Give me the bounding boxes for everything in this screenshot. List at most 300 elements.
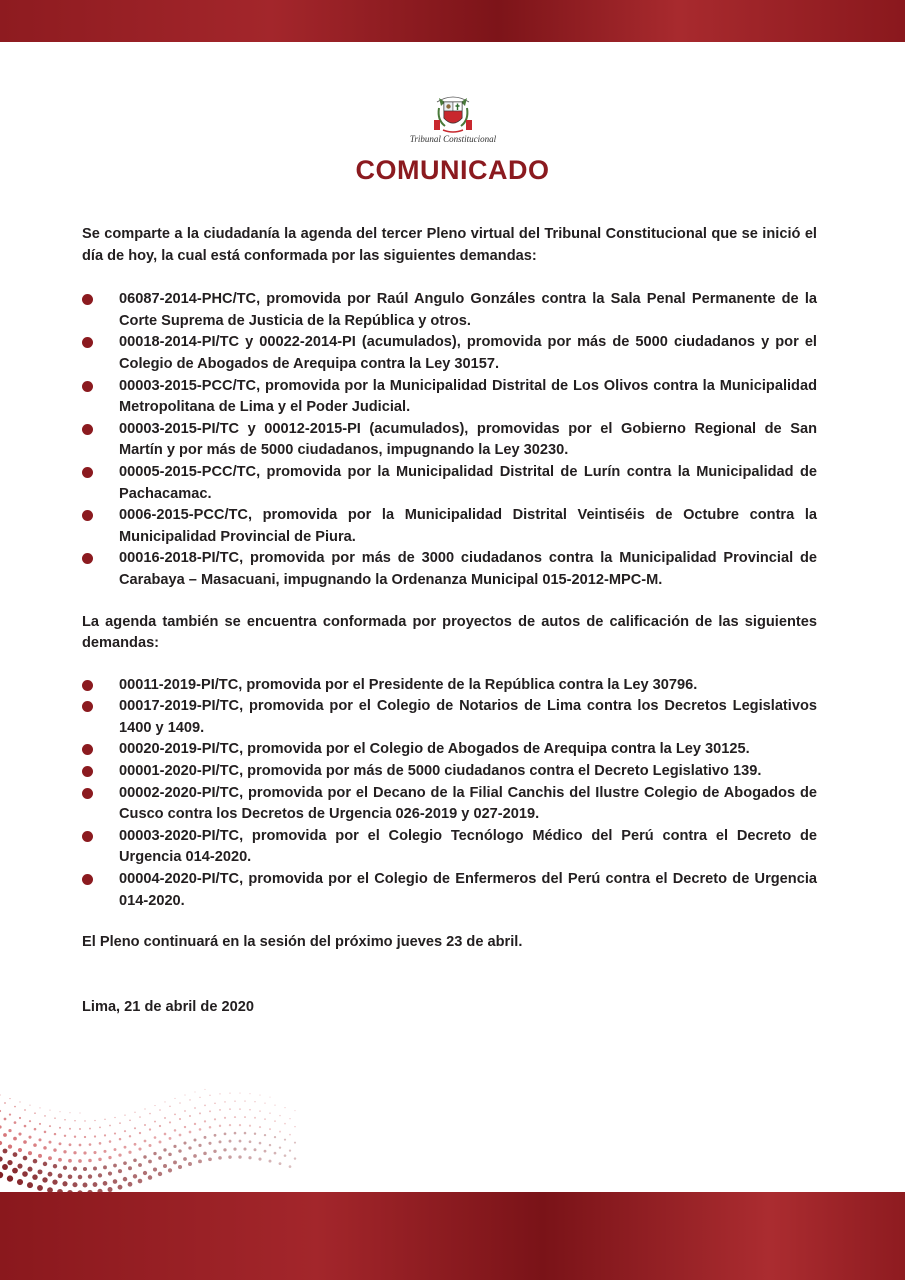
decor-dot	[93, 1182, 98, 1187]
decor-dot	[169, 1137, 172, 1140]
decor-dot	[158, 1156, 162, 1160]
decor-dot	[183, 1141, 186, 1144]
decor-dot	[69, 1128, 71, 1130]
decor-dot	[214, 1134, 217, 1137]
decor-dot	[98, 1158, 101, 1161]
decor-dot	[38, 1154, 42, 1158]
decor-dot	[89, 1128, 91, 1130]
bullet-icon	[82, 831, 93, 842]
decor-dot	[64, 1119, 66, 1121]
decor-dot	[274, 1104, 275, 1105]
decor-dot	[154, 1136, 157, 1139]
decor-dot	[279, 1146, 281, 1148]
decor-dot	[289, 1165, 292, 1168]
decor-dot	[244, 1132, 247, 1135]
decor-dot	[108, 1171, 112, 1175]
decor-dot	[12, 1168, 18, 1174]
bullet-icon	[82, 874, 93, 885]
decor-dot	[49, 1125, 51, 1127]
decor-dot	[143, 1155, 146, 1158]
decor-dot	[0, 1110, 1, 1112]
bullet-icon	[82, 294, 93, 305]
decor-dot	[79, 1144, 82, 1147]
decor-dot	[9, 1113, 11, 1115]
decor-dot	[209, 1126, 212, 1129]
tc-emblem	[405, 88, 501, 150]
decor-dot	[168, 1168, 172, 1172]
decor-dot	[59, 1111, 60, 1112]
decor-dot	[159, 1125, 161, 1127]
bullet-icon	[82, 744, 93, 755]
decor-dot	[129, 1119, 131, 1121]
decor-dot	[139, 1132, 141, 1134]
list-item: 00003-2015-PCC/TC, promovida por la Municipalidad Distrital de Los Olivos contra la Municipalidad Metropolitana de Lima y el Poder Judicial.	[82, 376, 817, 419]
decor-dot	[184, 1094, 185, 1095]
decor-dot	[84, 1136, 86, 1138]
decor-dot	[174, 1129, 177, 1132]
decor-dot	[193, 1154, 197, 1158]
decor-dot	[153, 1152, 156, 1155]
decor-dot	[73, 1151, 76, 1154]
decor-dot	[43, 1162, 47, 1166]
decor-dot	[153, 1167, 157, 1171]
decor-dot	[219, 1125, 221, 1127]
decor-dot	[219, 1093, 220, 1094]
bullet-icon	[82, 553, 93, 564]
decor-dot	[148, 1144, 151, 1147]
demandas-list	[82, 289, 817, 591]
decor-dot	[72, 1182, 77, 1187]
document-body	[82, 224, 817, 1018]
decor-dot	[224, 1101, 226, 1103]
bullet-icon	[82, 766, 93, 777]
decor-dot	[9, 1098, 10, 1099]
decor-dot	[113, 1179, 118, 1184]
decor-dot	[219, 1140, 222, 1143]
decor-dot	[134, 1112, 135, 1113]
decor-dot	[108, 1156, 111, 1159]
list-item: 00011-2019-PI/TC, promovida por el Presidente de la República contra la Ley 30796.	[82, 675, 817, 697]
decor-dot	[109, 1140, 112, 1143]
decor-dot	[128, 1151, 131, 1154]
decor-dot	[29, 1120, 31, 1122]
decor-dot	[243, 1148, 246, 1151]
decor-dot	[154, 1105, 155, 1106]
decor-dot	[0, 1156, 3, 1161]
list-item: 00016-2018-PI/TC, promovida por más de 3000 ciudadanos contra la Municipalidad Provincial de Carabaya – Masacuani, impugnando la Ordenanza Municipal 015-2012-MPC-M.	[82, 548, 817, 591]
decor-dot	[188, 1146, 191, 1149]
decor-dot	[18, 1148, 22, 1152]
decor-dot	[58, 1158, 62, 1162]
decor-dot	[138, 1163, 142, 1167]
decor-dot	[244, 1116, 246, 1118]
decor-dot	[69, 1143, 72, 1146]
decor-dot	[169, 1121, 171, 1123]
decor-dot	[17, 1163, 22, 1168]
decor-dot	[139, 1116, 141, 1118]
list-item: 0006-2015-PCC/TC, promovida por la Municipalidad Distrital Veintiséis de Octubre contra la Municipalidad Provincial de Piura.	[82, 505, 817, 548]
decor-dot	[34, 1128, 37, 1131]
decor-dot	[209, 1095, 210, 1096]
decor-dot	[233, 1148, 236, 1151]
list-item: 00001-2020-PI/TC, promovida por más de 5000 ciudadanos contra el Decreto Legislativo 139.	[82, 761, 817, 783]
decor-dot	[269, 1097, 270, 1098]
decor-dot	[78, 1175, 83, 1180]
decor-dot	[42, 1177, 47, 1182]
decor-dot	[158, 1172, 162, 1176]
decor-dot	[0, 1125, 2, 1128]
decor-dot	[88, 1159, 92, 1163]
decor-dot	[228, 1155, 231, 1158]
decor-dot	[144, 1140, 147, 1143]
decor-dot	[238, 1155, 241, 1158]
decor-dot	[254, 1133, 256, 1135]
decor-dot	[178, 1149, 181, 1152]
decor-dot	[94, 1120, 95, 1121]
decor-dot	[138, 1147, 141, 1150]
decor-dot	[89, 1143, 92, 1146]
list-item: 00002-2020-PI/TC, promovida por el Decano de la Filial Canchis del Ilustre Colegio de Abogados de Cusco contra los Decretos de Urgencia 026-2019 y 027-2019.	[82, 783, 817, 826]
decor-dot	[73, 1167, 77, 1171]
decor-dot	[209, 1110, 211, 1112]
decor-dot	[133, 1158, 137, 1162]
decor-dot	[208, 1142, 211, 1145]
decor-dot	[44, 1115, 46, 1117]
decor-dot	[64, 1135, 66, 1137]
decor-dot	[32, 1174, 38, 1180]
closing-paragraph: El Pleno continuará en la sesión del próximo jueves 23 de abril.	[82, 934, 523, 951]
decor-dot	[259, 1095, 260, 1096]
decor-dot	[179, 1102, 180, 1103]
decor-dot	[178, 1165, 182, 1169]
decor-dot	[43, 1146, 47, 1150]
decor-dot	[68, 1159, 72, 1163]
decor-dot	[114, 1132, 116, 1134]
decor-dot	[173, 1145, 176, 1148]
bullet-icon	[82, 337, 93, 348]
decor-dot	[258, 1158, 261, 1161]
decor-dot	[27, 1182, 33, 1188]
decor-dot	[294, 1110, 295, 1111]
coat-of-arms-icon	[431, 88, 475, 134]
decor-dot	[118, 1154, 121, 1157]
decor-dot	[3, 1133, 7, 1137]
bullet-icon	[82, 424, 93, 435]
decor-dot	[269, 1144, 271, 1146]
decor-dot	[279, 1162, 282, 1165]
date-line: Lima, 21 de abril de 2020	[82, 998, 254, 1015]
list-item: 00003-2020-PI/TC, promovida por el Colegio Tecnólogo Médico del Perú contra el Decreto de Urgencia 014-2020.	[82, 826, 817, 869]
decor-dot	[269, 1128, 271, 1130]
decor-dot	[264, 1118, 266, 1120]
decor-dot	[24, 1109, 26, 1111]
decor-dot	[103, 1150, 106, 1153]
decor-dot	[284, 1139, 286, 1141]
decor-dot	[274, 1120, 276, 1122]
bullet-icon	[82, 510, 93, 521]
decor-dot	[114, 1148, 117, 1151]
decor-dot	[133, 1174, 137, 1178]
bullet-icon	[82, 680, 93, 691]
decor-dot	[94, 1135, 96, 1137]
decor-dot	[8, 1144, 12, 1148]
decor-dot	[104, 1119, 105, 1120]
decor-dot	[59, 1127, 61, 1129]
decor-dot	[7, 1160, 12, 1165]
decor-dot	[83, 1183, 88, 1188]
decor-dot	[123, 1161, 127, 1165]
decor-dot	[279, 1115, 280, 1116]
list-item: 00020-2019-PI/TC, promovida por el Colegio de Abogados de Arequipa contra la Ley 30125.	[82, 739, 817, 761]
decor-dot	[289, 1118, 290, 1119]
decor-dot	[62, 1181, 67, 1186]
decor-dot	[214, 1118, 216, 1120]
decor-dot	[249, 1109, 251, 1111]
top-decorative-band	[0, 0, 905, 42]
decor-dot	[259, 1110, 261, 1112]
decor-dot	[188, 1162, 192, 1166]
decor-dot	[224, 1133, 227, 1136]
decor-dot	[189, 1131, 192, 1134]
decor-dot	[33, 1143, 37, 1147]
decor-dot	[118, 1185, 123, 1190]
decor-dot	[49, 1110, 50, 1111]
decor-dot	[218, 1156, 222, 1160]
decor-dot	[214, 1103, 216, 1105]
decor-dot	[128, 1182, 133, 1187]
decor-dot	[239, 1092, 240, 1093]
decor-dot	[144, 1124, 146, 1126]
decor-dot	[219, 1109, 221, 1111]
decor-dot	[52, 1179, 57, 1184]
decorative-dot-pattern	[0, 1055, 300, 1195]
decor-dot	[294, 1126, 296, 1128]
bottom-decorative-band	[0, 1192, 905, 1280]
decor-dot	[234, 1100, 236, 1102]
decor-dot	[74, 1136, 76, 1138]
decor-dot	[13, 1137, 17, 1141]
decor-dot	[163, 1164, 167, 1168]
decor-dot	[163, 1148, 166, 1151]
decor-dot	[134, 1143, 137, 1146]
decor-dot	[289, 1134, 291, 1136]
decor-dot	[174, 1098, 175, 1099]
decor-dot	[264, 1102, 265, 1103]
decor-dot	[203, 1152, 207, 1156]
decor-dot	[143, 1171, 147, 1175]
decor-dot	[124, 1146, 127, 1149]
decor-dot	[39, 1123, 41, 1125]
decor-dot	[164, 1101, 165, 1102]
decor-dot	[173, 1160, 177, 1164]
decor-dot	[83, 1151, 86, 1154]
decor-dot	[33, 1159, 38, 1164]
decor-dot	[148, 1160, 152, 1164]
decor-dot	[28, 1136, 31, 1139]
intro-paragraph: Se comparte a la ciudadanía la agenda del tercer Pleno virtual del Tribunal Constitucional que se inició el día de hoy, la cual está conformada por las siguientes demandas:	[82, 226, 817, 264]
decor-dot	[229, 1140, 232, 1143]
decor-dot	[189, 1099, 190, 1100]
decor-dot	[149, 1113, 151, 1115]
decor-dot	[103, 1165, 107, 1169]
decor-dot	[44, 1131, 47, 1134]
decor-dot	[184, 1110, 186, 1112]
decor-dot	[14, 1121, 17, 1124]
decor-dot	[80, 1112, 81, 1113]
bullet-icon	[82, 701, 93, 712]
decor-dot	[124, 1115, 125, 1116]
decor-dot	[204, 1136, 207, 1139]
decor-dot	[22, 1171, 28, 1177]
decor-dot	[53, 1164, 57, 1168]
decor-dot	[269, 1160, 272, 1163]
decor-dot	[29, 1105, 30, 1106]
decor-dot	[0, 1172, 3, 1178]
decor-dot	[199, 1097, 200, 1098]
decor-dot	[104, 1134, 106, 1136]
decor-dot	[294, 1142, 296, 1144]
decor-dot	[128, 1166, 132, 1170]
decor-dot	[114, 1117, 115, 1118]
decor-dot	[54, 1133, 56, 1135]
decor-dot	[4, 1102, 6, 1104]
list-item: 00003-2015-PI/TC y 00012-2015-PI (acumulados), promovidas por el Gobierno Regional de San Martín y por más de 5000 ciudadanos, impugnando la Ley 30230.	[82, 419, 817, 462]
decor-dot	[169, 1106, 170, 1107]
decor-dot	[194, 1107, 196, 1109]
decor-dot	[53, 1148, 56, 1151]
decor-dot	[194, 1091, 195, 1092]
decor-dot	[63, 1150, 66, 1153]
decor-dot	[79, 1128, 81, 1130]
decor-dot	[0, 1094, 1, 1095]
decor-dot	[223, 1148, 226, 1151]
decor-dot	[159, 1109, 161, 1111]
decor-dot	[123, 1177, 127, 1181]
decor-dot	[249, 1125, 251, 1127]
decor-dot	[239, 1108, 241, 1110]
decor-dot	[99, 1126, 101, 1128]
decor-dot	[199, 1128, 202, 1131]
decor-dot	[83, 1167, 87, 1171]
decor-dot	[0, 1141, 2, 1145]
decor-dot	[198, 1159, 202, 1163]
decor-dot	[234, 1116, 236, 1118]
decor-dot	[254, 1101, 255, 1102]
decor-dot	[19, 1117, 21, 1119]
decor-dot	[129, 1135, 131, 1137]
decor-dot	[138, 1179, 143, 1184]
decor-dot	[284, 1107, 285, 1108]
decor-dot	[39, 1107, 40, 1108]
decor-dot	[3, 1149, 8, 1154]
decor-dot	[38, 1138, 41, 1141]
decor-dot	[204, 1105, 206, 1107]
decor-dot	[54, 1117, 56, 1119]
decor-dot	[74, 1120, 75, 1121]
decor-dot	[274, 1152, 277, 1155]
decor-dot	[38, 1169, 43, 1174]
decor-dot	[34, 1112, 36, 1114]
decor-dot	[78, 1159, 82, 1163]
decor-dot	[249, 1093, 250, 1094]
decor-dot	[174, 1113, 176, 1115]
decor-dot	[88, 1174, 92, 1178]
decor-dot	[148, 1175, 152, 1179]
decor-dot	[59, 1142, 62, 1145]
decor-dot	[93, 1167, 97, 1171]
decor-dot	[164, 1133, 167, 1136]
decor-dot	[279, 1131, 281, 1133]
decor-dot	[213, 1150, 216, 1153]
decor-dot	[259, 1126, 261, 1128]
decor-dot	[194, 1123, 196, 1125]
decor-dot	[14, 1106, 16, 1108]
decor-dot	[234, 1132, 237, 1135]
decor-dot	[284, 1123, 286, 1125]
decor-dot	[179, 1134, 182, 1137]
decor-dot	[119, 1138, 122, 1141]
decor-dot	[2, 1164, 8, 1170]
list-item: 00018-2014-PI/TC y 00022-2014-PI (acumulados), promovida por más de 5000 ciudadanos y por el Colegio de Abogados de Arequipa contra la Ley 30157.	[82, 332, 817, 375]
decor-dot	[168, 1153, 172, 1157]
decor-dot	[24, 1125, 27, 1128]
bullet-icon	[82, 467, 93, 478]
decor-dot	[154, 1121, 156, 1123]
decor-dot	[199, 1112, 201, 1114]
decor-dot	[23, 1140, 27, 1144]
decor-dot	[229, 1108, 231, 1110]
decor-dot	[264, 1134, 266, 1136]
decor-dot	[103, 1181, 108, 1186]
decor-dot	[244, 1100, 245, 1101]
decor-dot	[189, 1115, 191, 1117]
decor-dot	[179, 1118, 181, 1120]
decor-dot	[269, 1112, 271, 1114]
decor-dot	[98, 1173, 102, 1177]
decor-dot	[229, 1093, 230, 1094]
decor-dot	[118, 1169, 122, 1173]
decor-dot	[13, 1152, 18, 1157]
list-item: 00004-2020-PI/TC, promovida por el Colegio de Enfermeros del Perú contra el Decreto de Urgencia 014-2020.	[82, 869, 817, 912]
decor-dot	[294, 1157, 296, 1159]
list-item: 00005-2015-PCC/TC, promovida por la Municipalidad Distrital de Lurín contra la Municipalidad de Pachacamac.	[82, 462, 817, 505]
decor-dot	[183, 1157, 187, 1161]
institution-name: Tribunal Constitucional	[409, 134, 497, 144]
decor-dot	[19, 1101, 20, 1102]
decor-dot	[254, 1148, 257, 1151]
decor-dot	[49, 1141, 52, 1144]
decor-dot	[254, 1117, 256, 1119]
decor-dot	[274, 1136, 276, 1138]
decor-dot	[264, 1150, 267, 1153]
decor-dot	[27, 1167, 32, 1172]
bullet-icon	[82, 381, 93, 392]
decor-dot	[18, 1132, 21, 1135]
decor-dot	[224, 1117, 226, 1119]
decor-dot	[134, 1127, 136, 1129]
decor-dot	[194, 1138, 197, 1141]
bullet-icon	[82, 788, 93, 799]
decor-dot	[204, 1089, 205, 1090]
decor-dot	[259, 1142, 262, 1145]
decor-dot	[69, 1112, 70, 1113]
decor-dot	[204, 1120, 206, 1122]
decor-dot	[84, 1120, 85, 1121]
decor-dot	[239, 1140, 242, 1143]
decor-dot	[109, 1125, 111, 1127]
decor-dot	[249, 1140, 252, 1143]
decor-dot	[239, 1124, 241, 1126]
